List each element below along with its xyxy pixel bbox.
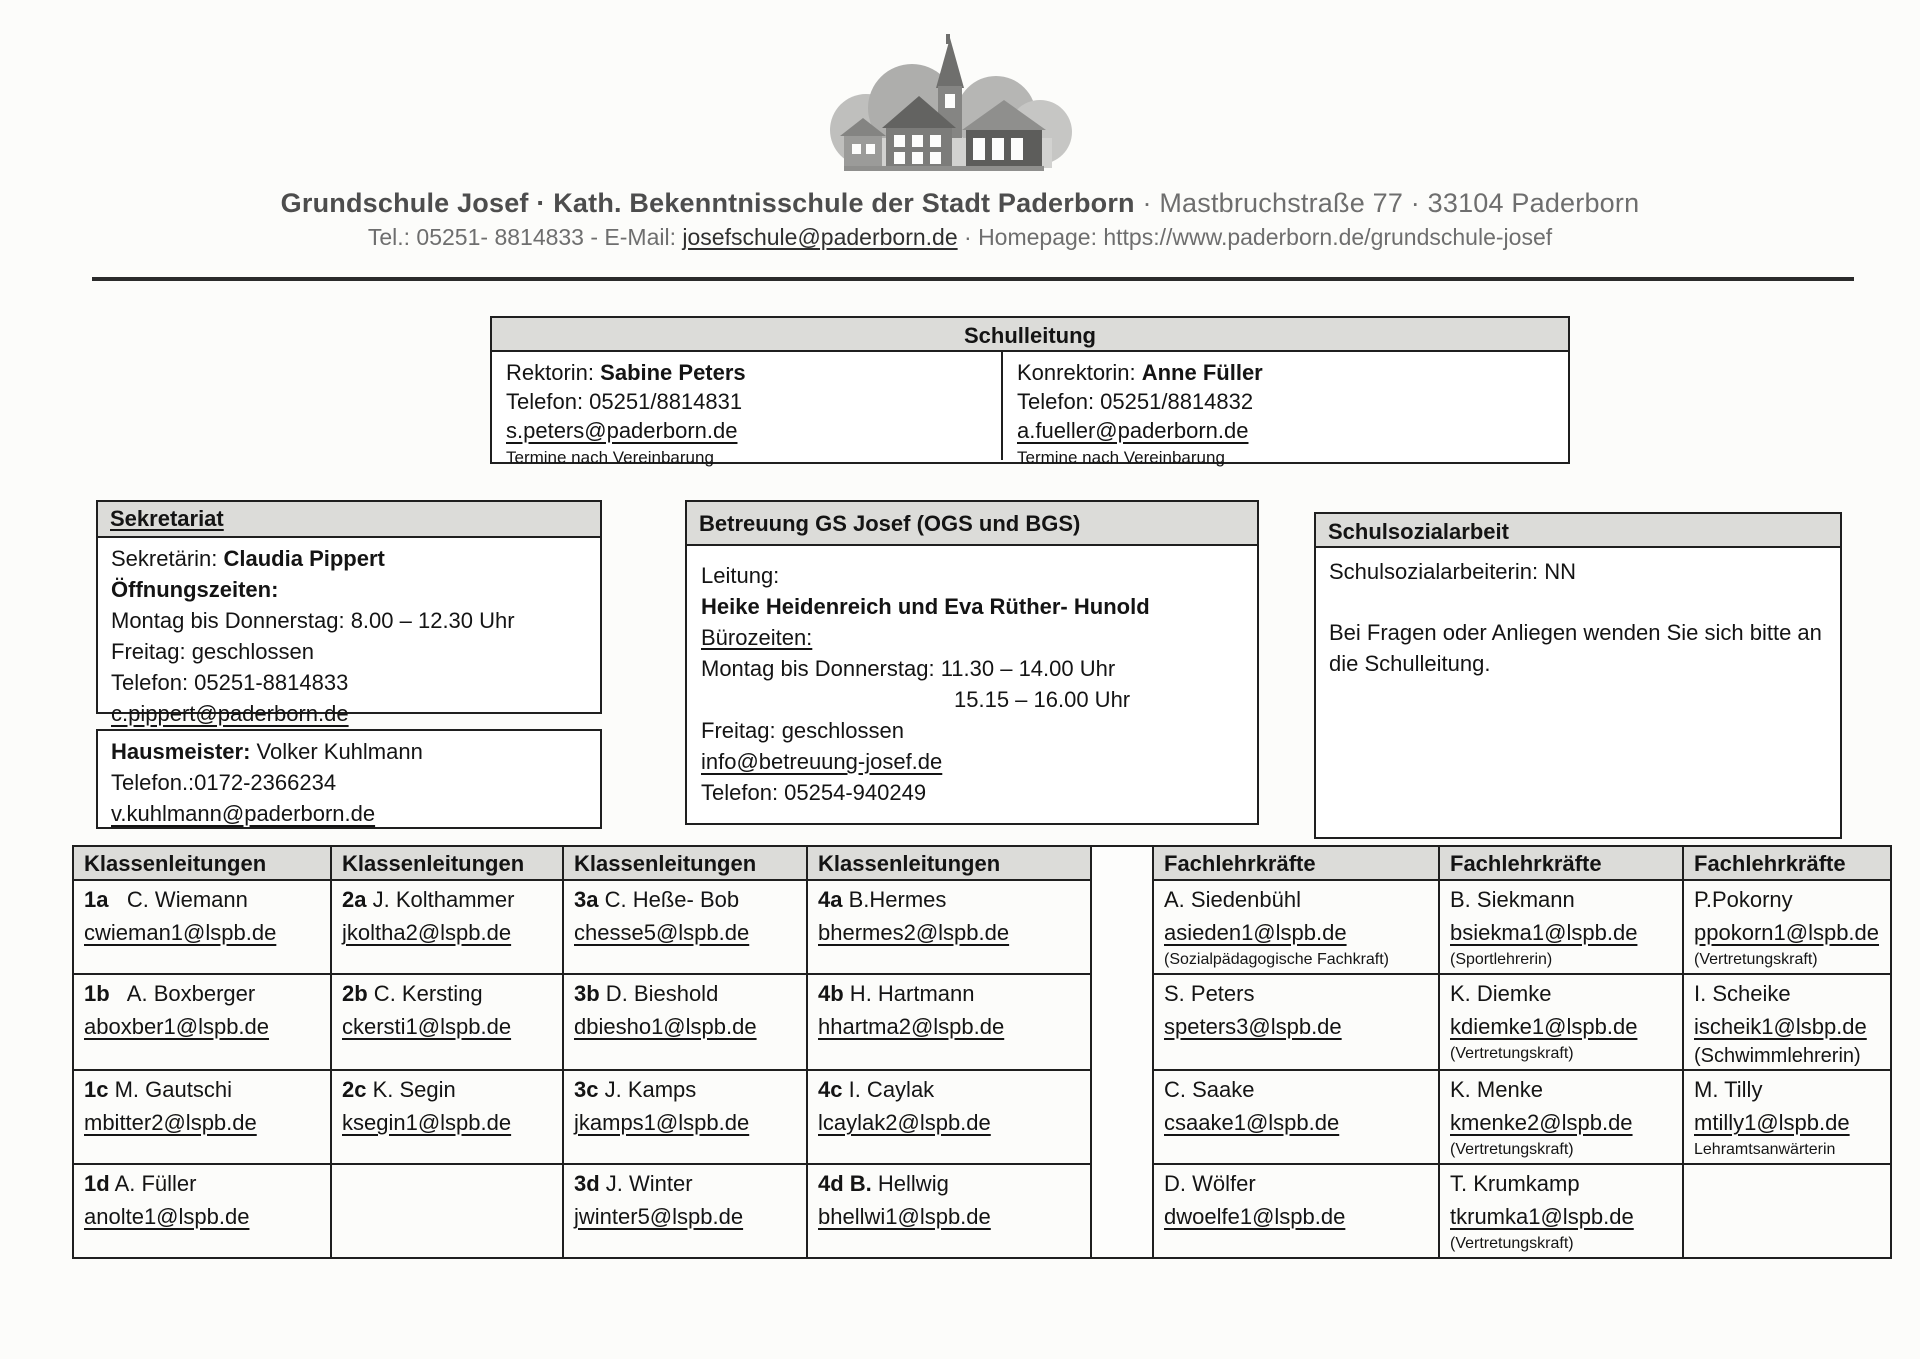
staff-table — [72, 845, 1892, 1259]
fach-cell-pokorny: P.Pokorny ppokorn1@lspb.de (Vertretungskraft) — [1683, 880, 1891, 974]
oeffnungszeiten-label: Öffnungszeiten: — [111, 577, 279, 602]
fach-cell-menke: K. Menke kmenke2@lspb.de (Vertretungskraft) — [1439, 1070, 1683, 1164]
rektorin-name: Sabine Peters — [600, 360, 746, 385]
konrektorin-phone: Telefon: 05251/8814832 — [1017, 389, 1254, 414]
konrektorin-note: Termine nach Vereinbarung — [1017, 448, 1225, 467]
rektorin-role: Rektorin: — [506, 360, 601, 385]
class-cell-2a: 2a J. Kolthammer jkoltha2@lspb.de — [331, 880, 563, 974]
table-gap-column — [1091, 846, 1153, 1258]
sekretariat-title: Sekretariat — [110, 506, 224, 531]
school-email: josefschule@paderborn.de — [682, 224, 958, 250]
fach-header-2: Fachlehrkräfte — [1439, 846, 1683, 880]
sekretaerin-name: Claudia Pippert — [223, 546, 385, 571]
staff-row-d — [73, 1164, 1891, 1258]
klassen-header-4: Klassenleitungen — [807, 846, 1091, 880]
betreuung-hours-label: Bürozeiten: — [701, 625, 813, 650]
fach-cell-siekmann: B. Siekmann bsiekma1@lspb.de (Sportlehrerin) — [1439, 880, 1683, 974]
fach-cell-saake: C. Saake csaake1@lspb.de — [1153, 1070, 1439, 1164]
class-cell-3a: 3a C. Heße- Bob chesse5@lspb.de — [563, 880, 807, 974]
schulleitung-title: Schulleitung — [492, 318, 1568, 352]
fach-cell-woelfer: D. Wölfer dwoelfe1@lspb.de — [1153, 1164, 1439, 1258]
sekretariat-phone: Telefon: 05251-8814833 — [111, 670, 349, 695]
class-cell-3c: 3c J. Kamps jkamps1@lspb.de — [563, 1070, 807, 1164]
class-cell-4a: 4a B.Hermes bhermes2@lspb.de — [807, 880, 1091, 974]
staff-row-b — [73, 974, 1891, 1070]
hausmeister-name: Volker Kuhlmann — [256, 739, 423, 764]
staff-table-header-row — [73, 846, 1891, 880]
klassen-header-3: Klassenleitungen — [563, 846, 807, 880]
school-logo-icon — [800, 34, 1100, 184]
staff-row-c — [73, 1070, 1891, 1164]
fach-header-3: Fachlehrkräfte — [1683, 846, 1891, 880]
contact-prefix: Tel.: 05251- 8814833 - E-Mail: — [367, 224, 683, 250]
class-cell-4c: 4c I. Caylak lcaylak2@lspb.de — [807, 1070, 1091, 1164]
hausmeister-box — [96, 729, 602, 829]
fach-cell-empty — [1683, 1164, 1891, 1258]
hausmeister-phone: Telefon.:0172-2366234 — [111, 770, 337, 795]
school-contact-line — [0, 224, 1920, 251]
school-address: · Mastbruchstraße 77 · 33104 Paderborn — [1134, 188, 1640, 218]
fach-cell-tilly: M. Tilly mtilly1@lspb.de Lehramtsanwärterin — [1683, 1070, 1891, 1164]
konrektorin-email: a.fueller@paderborn.de — [1017, 418, 1249, 443]
sekretaerin-role: Sekretärin: — [111, 546, 224, 571]
betreuung-leitung-label: Leitung: — [701, 563, 780, 588]
sekretariat-hours: Montag bis Donnerstag: 8.00 – 12.30 Uhr — [111, 608, 515, 633]
schulsozialarbeit-note: Bei Fragen oder Anliegen wenden Sie sich bitte an die Schulleitung. — [1329, 620, 1822, 676]
rektorin-note: Termine nach Vereinbarung — [506, 448, 714, 467]
schulsozialarbeit-title: Schulsozialarbeit — [1316, 514, 1840, 548]
betreuung-box — [685, 500, 1259, 825]
class-cell-3b: 3b D. Bieshold dbiesho1@lspb.de — [563, 974, 807, 1070]
betreuung-title: Betreuung GS Josef (OGS und BGS) — [687, 502, 1257, 546]
betreuung-friday: Freitag: geschlossen — [701, 718, 904, 743]
betreuung-phone: Telefon: 05254-940249 — [701, 780, 927, 805]
sekretariat-email: c.pippert@paderborn.de — [111, 701, 349, 726]
header-divider — [92, 277, 1854, 281]
fach-cell-krumkamp: T. Krumkamp tkrumka1@lspb.de (Vertretungskraft) — [1439, 1164, 1683, 1258]
betreuung-hours-2: 15.15 – 16.00 Uhr — [954, 687, 1131, 712]
konrektorin-name: Anne Füller — [1141, 360, 1263, 385]
hausmeister-label: Hausmeister: — [111, 739, 257, 764]
betreuung-hours-1: Montag bis Donnerstag: 11.30 – 14.00 Uhr — [701, 656, 1116, 681]
schulsozialarbeiterin: Schulsozialarbeiterin: NN — [1329, 559, 1576, 584]
fach-cell-scheike: I. Scheike ischeik1@lsbp.de (Schwimmlehrerin) — [1683, 974, 1891, 1070]
betreuung-email: info@betreuung-josef.de — [701, 749, 943, 774]
hausmeister-email: v.kuhlmann@paderborn.de — [111, 801, 376, 826]
contact-suffix: · Homepage: https://www.paderborn.de/grundschule-josef — [957, 224, 1553, 250]
staff-row-a — [73, 880, 1891, 974]
rektorin-email: s.peters@paderborn.de — [506, 418, 738, 443]
klassen-header-2: Klassenleitungen — [331, 846, 563, 880]
class-cell-1b: 1b A. Boxberger aboxber1@lspb.de — [73, 974, 331, 1070]
sekretariat-friday: Freitag: geschlossen — [111, 639, 314, 664]
konrektorin-role: Konrektorin: — [1017, 360, 1142, 385]
konrektorin-cell — [1001, 352, 1568, 467]
betreuung-leaders: Heike Heidenreich und Eva Rüther- Hunold — [701, 594, 1150, 619]
class-cell-1a: 1a C. Wiemann cwieman1@lspb.de — [73, 880, 331, 974]
fach-cell-peters: S. Peters speters3@lspb.de — [1153, 974, 1439, 1070]
fach-cell-siedenbuehl: A. Siedenbühl asieden1@lspb.de (Sozialpädagogische Fachkraft) — [1153, 880, 1439, 974]
class-cell-2c: 2c K. Segin ksegin1@lspb.de — [331, 1070, 563, 1164]
fach-header-1: Fachlehrkräfte — [1153, 846, 1439, 880]
sekretariat-box — [96, 500, 602, 726]
school-name: Grundschule Josef · Kath. Bekenntnisschule der Stadt Paderborn — [280, 188, 1135, 218]
class-cell-3d: 3d J. Winter jwinter5@lspb.de — [563, 1164, 807, 1258]
class-cell-2d-empty — [331, 1164, 563, 1258]
school-title-line — [0, 188, 1920, 219]
schulleitung-box — [490, 316, 1570, 467]
class-cell-1c: 1c M. Gautschi mbitter2@lspb.de — [73, 1070, 331, 1164]
class-cell-4b: 4b H. Hartmann hhartma2@lspb.de — [807, 974, 1091, 1070]
rektorin-cell — [492, 352, 1001, 467]
schulsozialarbeit-box — [1314, 512, 1842, 839]
class-cell-1d: 1d A. Füller anolte1@lspb.de — [73, 1164, 331, 1258]
class-cell-4d: 4d B. Hellwig bhellwi1@lspb.de — [807, 1164, 1091, 1258]
rektorin-phone: Telefon: 05251/8814831 — [506, 389, 743, 414]
fach-cell-diemke: K. Diemke kdiemke1@lspb.de (Vertretungskraft) — [1439, 974, 1683, 1070]
class-cell-2b: 2b C. Kersting ckersti1@lspb.de — [331, 974, 563, 1070]
klassen-header-1: Klassenleitungen — [73, 846, 331, 880]
